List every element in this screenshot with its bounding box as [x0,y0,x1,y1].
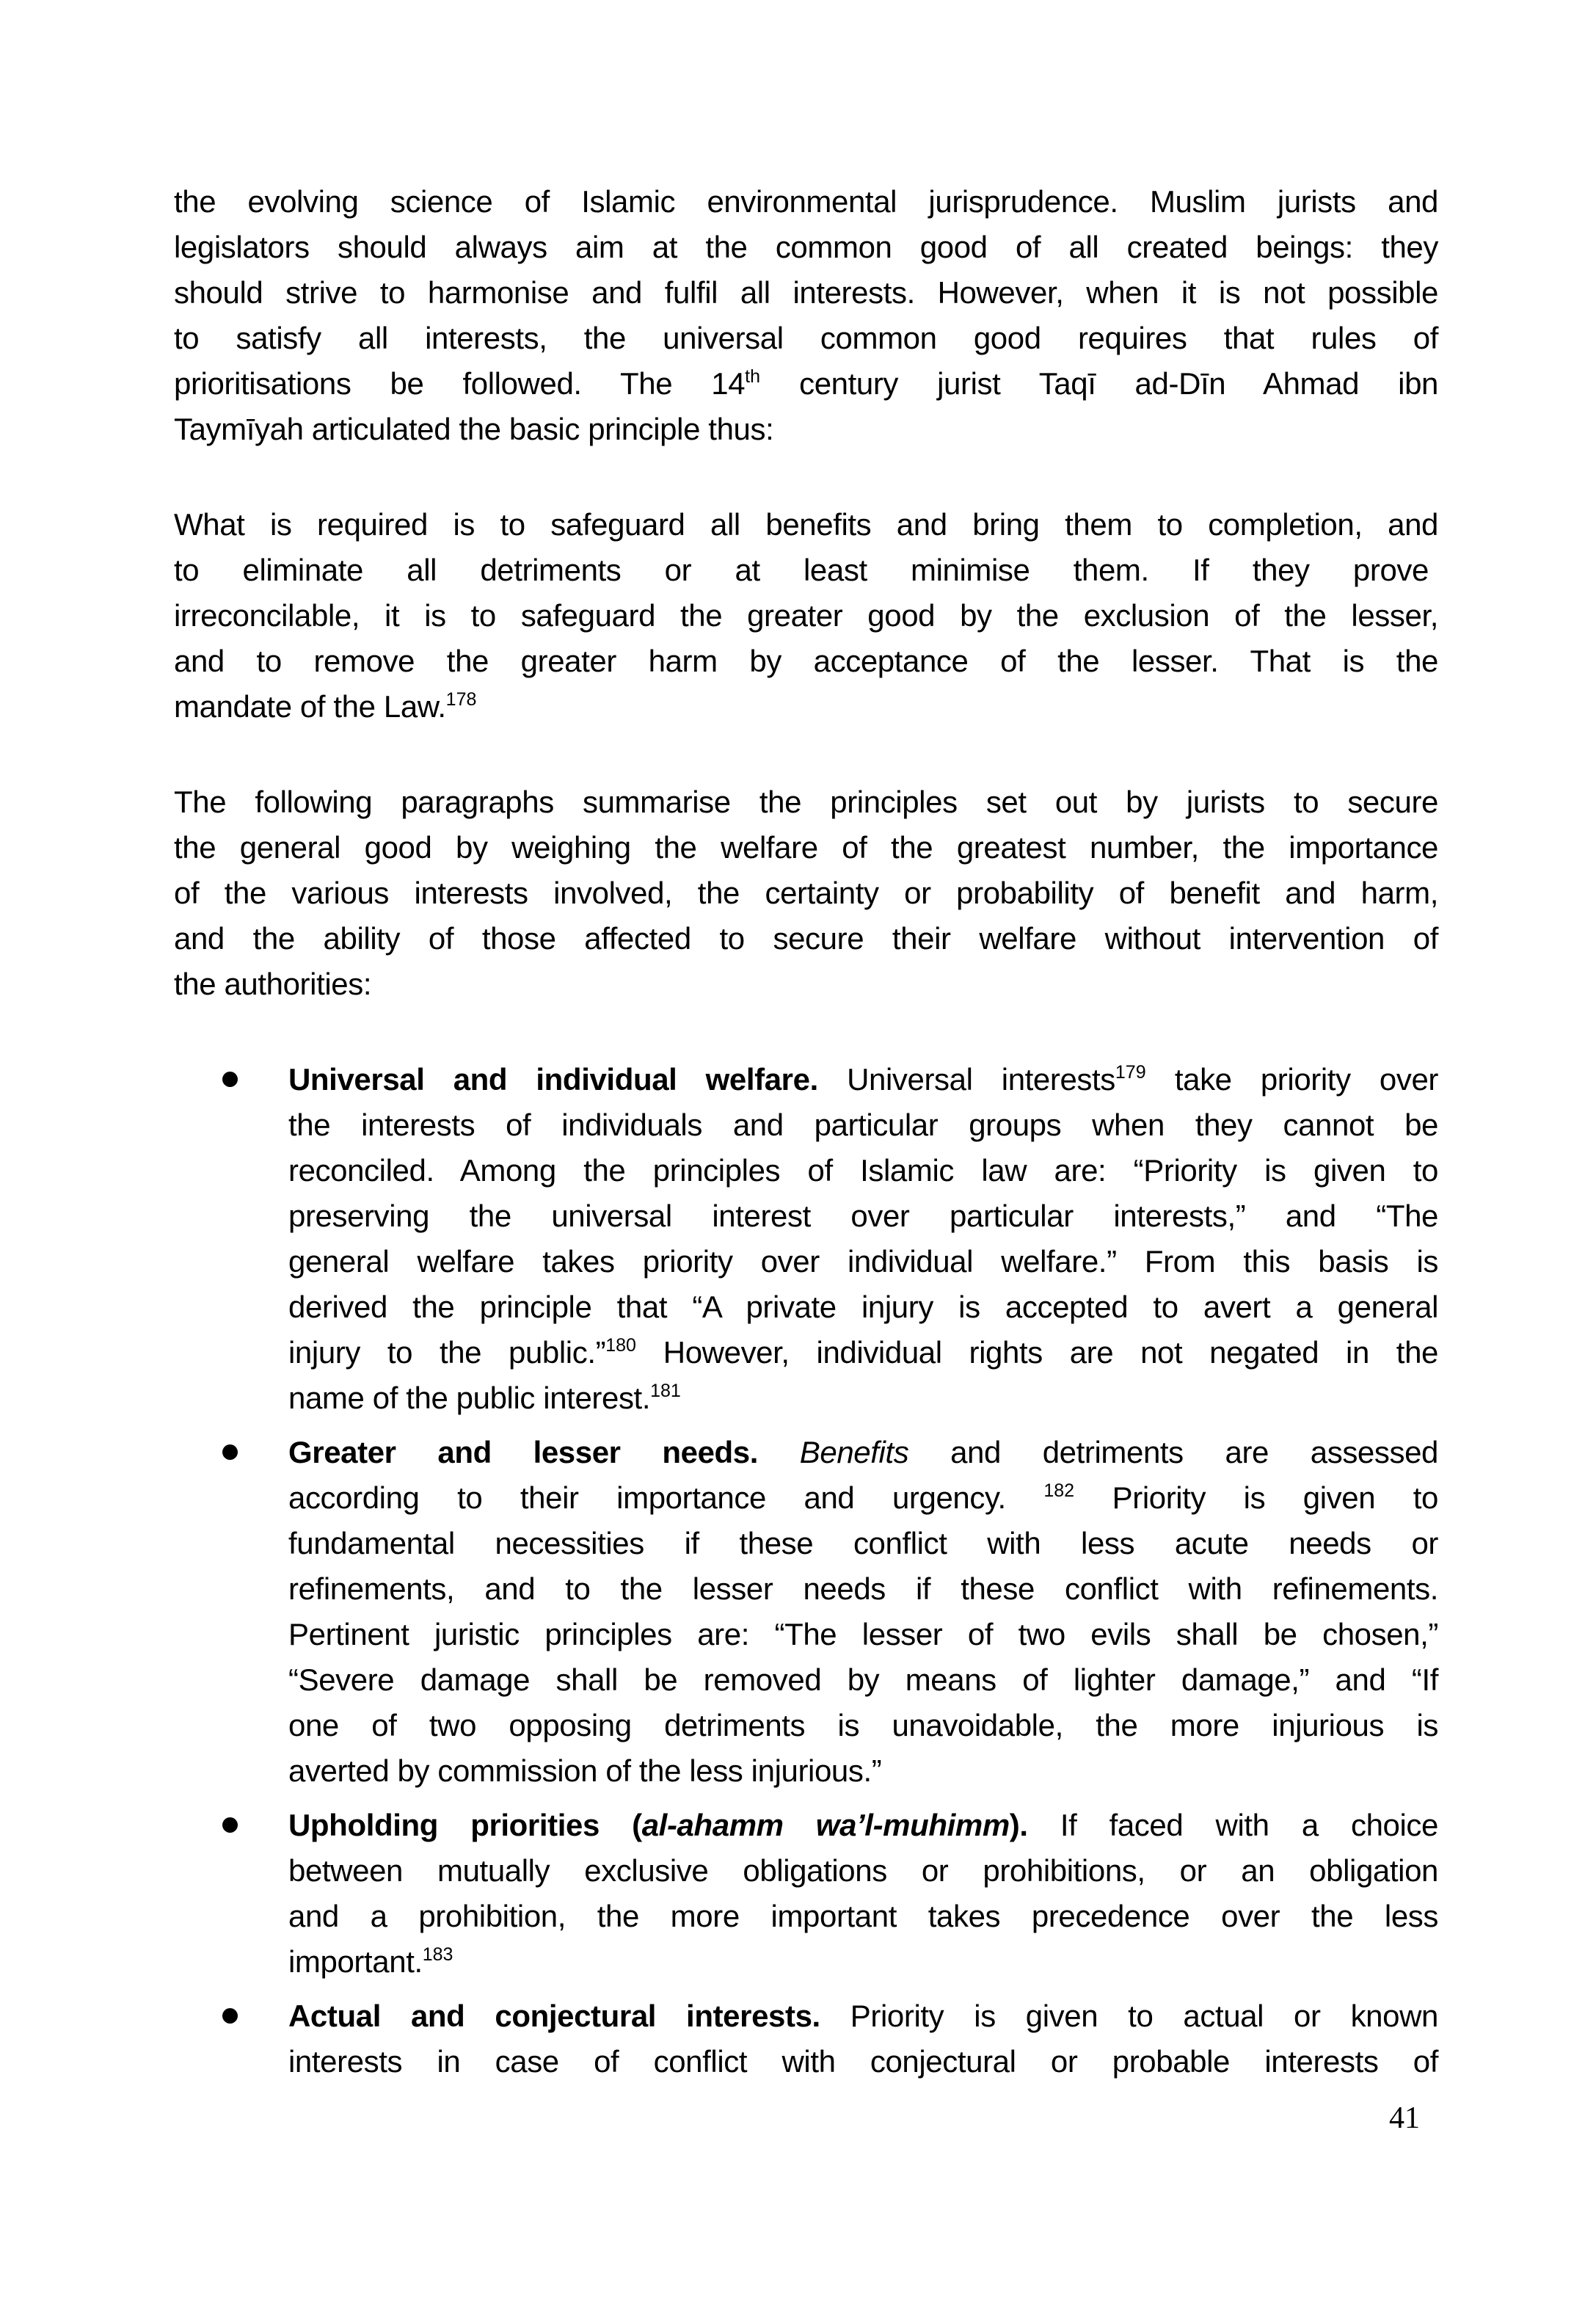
text-line: The following paragraphs summarise the principles set out by jurists to secure [174,785,1438,819]
text-line: refinements, and to the lesser needs if these conflict with refinements. [288,1571,1438,1606]
text-line: Pertinent juristic principles are: “The lesser of two evils shall be chosen,” [288,1617,1438,1651]
text-line: Taymīyah articulated the basic principle thus: [174,412,774,446]
text-line: should strive to harmonise and fulfil all interests. However, when it is not possible [174,275,1438,310]
list-item [174,1993,1438,2084]
text-line: important.$^{183}$ [288,1944,453,1979]
text-line: name of the public interest.$^{181}$ [288,1381,681,1415]
text-line: legislators should always aim at the common good of all created beings: they [174,230,1438,264]
text-line: derived the principle that “A private injury is accepted to avert a general [288,1290,1438,1324]
page-number: 41 [1389,2101,1420,2135]
quote-paragraph [174,502,1438,730]
text-line: prioritisations be followed. The 14th century jurist Taqī ad-Dīn Ahmad ibn [174,366,1438,401]
text-line: averted by commission of the less injurious.” [288,1753,882,1788]
text-line: of the various interests involved, the certainty or probability of benefit and harm, [174,876,1438,910]
paragraph [174,179,1438,452]
bullet-icon [222,2008,238,2024]
text-line: “Severe damage shall be removed by means of lighter damage,” and “If [288,1662,1438,1697]
text-line: to eliminate all detriments or at least minimise them. If they prove [174,553,1429,587]
text-line: and the ability of those affected to secure their welfare without intervention of [174,921,1438,956]
list-item [174,1057,1438,1421]
text-line: between mutually exclusive obligations or prohibitions, or an obligation [288,1853,1438,1888]
text-line: Greater and lesser needs. Benefits and detriments are assessed [288,1435,1438,1469]
list-item [174,1430,1438,1794]
text-line: the authorities: [174,967,372,1001]
text-line: according to their importance and urgency. $^{182}$ Priority is given to [288,1480,1439,1515]
text-line: and to remove the greater harm by acceptance of the lesser. That is the [174,644,1438,678]
text-line: to satisfy all interests, the universal common good requires that rules of [174,321,1438,355]
text-line: Universal and individual welfare. Universal interests$^{179}$ take priority over [288,1062,1438,1097]
text-line: one of two opposing detriments is unavoidable, the more injurious is [288,1708,1438,1742]
text-line: Actual and conjectural interests. Priority is given to actual or known [288,1999,1438,2033]
bullet-icon [222,1072,238,1087]
text-line: interests in case of conflict with conjectural or probable interests of [288,2044,1438,2079]
text-line: fundamental necessities if these conflict with less acute needs or [288,1526,1438,1560]
text-line: the evolving science of Islamic environmental jurisprudence. Muslim jurists and [174,184,1438,219]
text-line: irreconcilable, it is to safeguard the greater good by the exclusion of the lesser, [174,598,1438,633]
text-line: injury to the public.”$^{180}$ However, individual rights are not negated in the [288,1335,1438,1370]
paragraph [174,779,1438,1007]
bullet-icon [222,1444,238,1460]
text-line: mandate of the Law.$^{178}$ [174,689,477,724]
text-line: Upholding priorities (al-ahamm wa’l-muhimm). If faced with a choice [288,1808,1438,1842]
bullet-icon [222,1817,238,1833]
list-item [174,1803,1438,1985]
text-line: What is required is to safeguard all benefits and bring them to completion, and [174,507,1438,542]
text-line: and a prohibition, the more important takes precedence over the less [288,1899,1438,1933]
text-line: preserving the universal interest over particular interests,” and “The [288,1199,1438,1233]
text-line: the interests of individuals and particular groups when they cannot be [288,1108,1438,1142]
text-line: general welfare takes priority over individual welfare.” From this basis is [288,1244,1438,1279]
text-line: reconciled. Among the principles of Islamic law are: “Priority is given to [288,1153,1438,1188]
text-line: the general good by weighing the welfare of the greatest number, the importance [174,830,1438,865]
